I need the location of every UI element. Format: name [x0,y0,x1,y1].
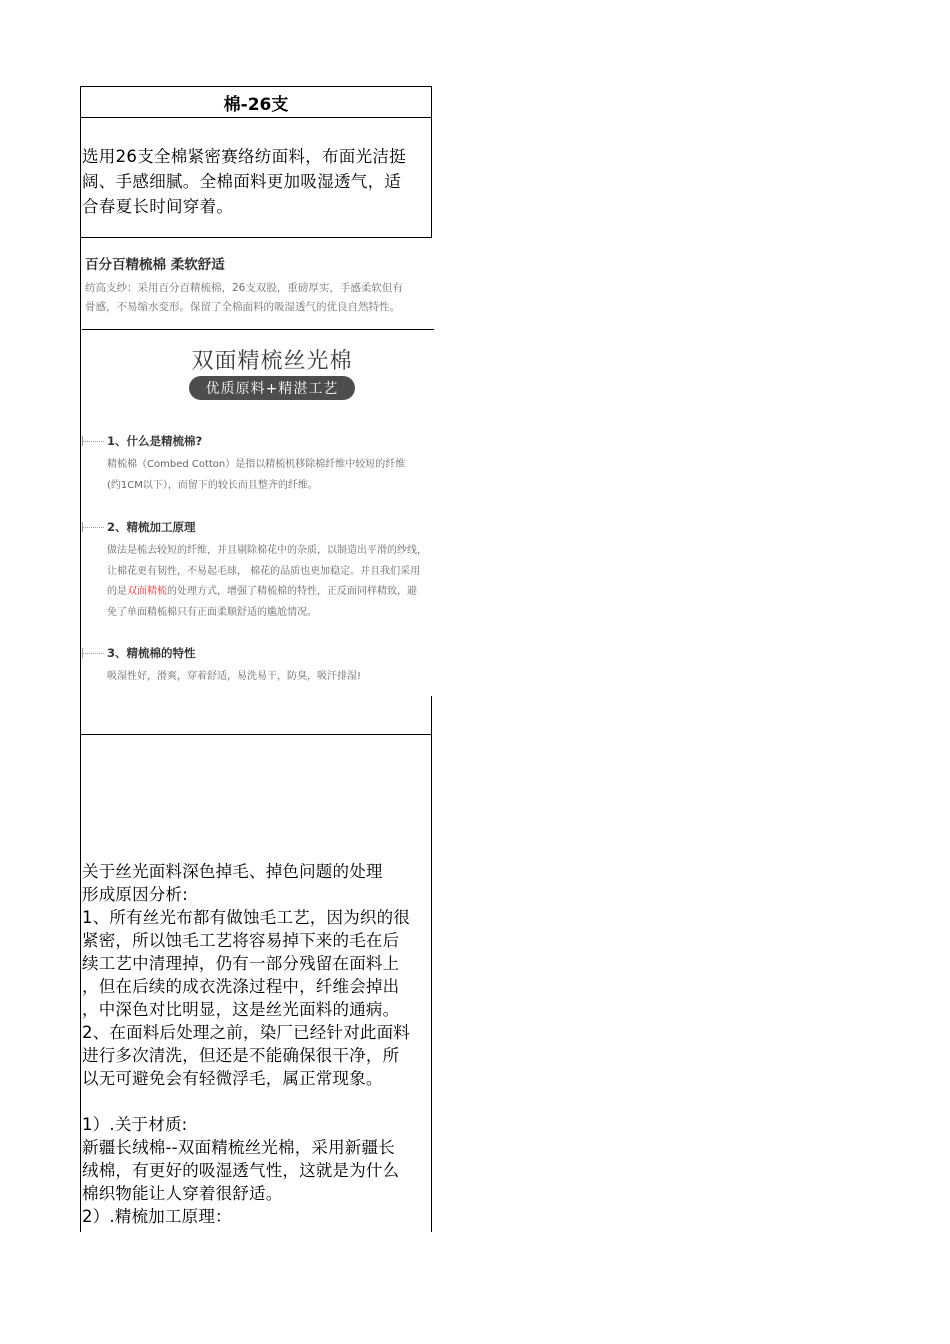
image-line: 纺高支纱：采用百分百精梳棉，26支双股，重磅厚实，手感柔软但有 [85,282,403,294]
notes-line: 续工艺中清理掉，仍有一部分残留在面料上 [82,954,400,973]
section-body [107,455,467,496]
section-line: 让棉花更有韧性，不易起毛球， 棉花的品质也更加稳定。并且我们采用 [107,565,421,577]
dotted-leader [82,653,104,654]
section-heading: 3、精梳棉的特性 [107,646,196,660]
description-cell[interactable] [82,144,432,219]
notes-line: 以无可避免会有轻微浮毛，属正常现象。 [82,1069,383,1088]
section-heading: 1、什么是精梳棉? [107,434,203,448]
feature-image-combed-cotton[interactable] [82,332,465,692]
description-line: 选用26支全棉紧密赛络纺面料，布面光洁挺 [82,147,406,166]
notes-line: 1、所有丝光布都有做蚀毛工艺，因为织的很 [82,908,410,927]
description-line: 阔、手感细腻。全棉面料更加吸湿透气，适 [82,172,402,191]
dotted-leader [82,441,104,442]
notes-line: ，中深色对比明显，这是丝光面料的通病。 [82,1000,400,1019]
notes-line: 2）.精梳加工原理： [82,1207,232,1226]
notes-line: 进行多次清洗，但还是不能确保很干净，所 [82,1046,400,1065]
image-paragraph [85,279,463,317]
cell-border [80,237,432,238]
section-line: 精梳棉（Combed Cotton）是指以精梳机移除棉纤维中较短的纤维 [107,459,406,470]
description-line: 合春夏长时间穿着。 [82,197,234,216]
section-body [107,541,467,623]
cell-border [80,734,432,735]
image-line: 骨感，不易缩水变形。保留了全棉面料的吸湿透气的优良自然特性。 [85,301,400,313]
cell-border-left [80,86,81,1232]
notes-line: 1）.关于材质: [82,1115,188,1134]
notes-line: 紧密，所以蚀毛工艺将容易掉下来的毛在后 [82,931,400,950]
image-title: 双面精梳丝光棉 [191,349,353,374]
notes-line: ，但在后续的成衣洗涤过程中，纤维会掉出 [82,977,400,996]
section-line [107,582,467,603]
notes-line: 棉织物能让人穿着很舒适。 [82,1184,283,1203]
notes-line: 形成原因分析: [82,885,188,904]
section-line: 做法是梳去较短的纤维，并且剔除棉花中的杂质，以制造出平滑的纱线， [107,545,427,556]
dotted-leader [82,527,104,528]
quality-badge: 优质原料+精湛工艺 [189,376,355,400]
section-line: 免了单面精梳棉只有正面柔顺舒适的尴尬情况。 [107,606,317,618]
section-body [107,667,467,688]
product-title-cell[interactable]: 棉-26支 [223,94,289,115]
image-border [82,329,434,330]
notes-line [82,1090,434,1113]
highlight-text: 双面精梳 [127,586,167,597]
image-heading: 百分百精梳棉 柔软舒适 [85,257,225,273]
notes-line: 关于丝光面料深色掉毛、掉色问题的处理 [82,862,383,881]
section-line: (约1CM以下），而留下的较长而且整齐的纤维。 [107,479,318,491]
feature-image-soft-cotton[interactable] [82,246,462,330]
notes-line: 新疆长绒棉--双面精梳丝光棉，采用新疆长 [82,1138,395,1157]
text-span: 的处理方式，增强了精梳棉的特性，正反面同样精致，避 [167,586,417,597]
section-heading: 2、精梳加工原理 [107,520,196,534]
notes-line: 2、在面料后处理之前，染厂已经针对此面料 [82,1023,410,1042]
notes-line: 绒棉，有更好的吸湿透气性，这就是为什么 [82,1161,400,1180]
spreadsheet-sheet [80,86,432,1232]
text-span: 的是 [107,586,127,597]
notes-cell[interactable] [82,860,434,1228]
section-line: 吸湿性好，滑爽，穿着舒适，易洗易干，防臭，吸汗排湿! [107,671,362,682]
